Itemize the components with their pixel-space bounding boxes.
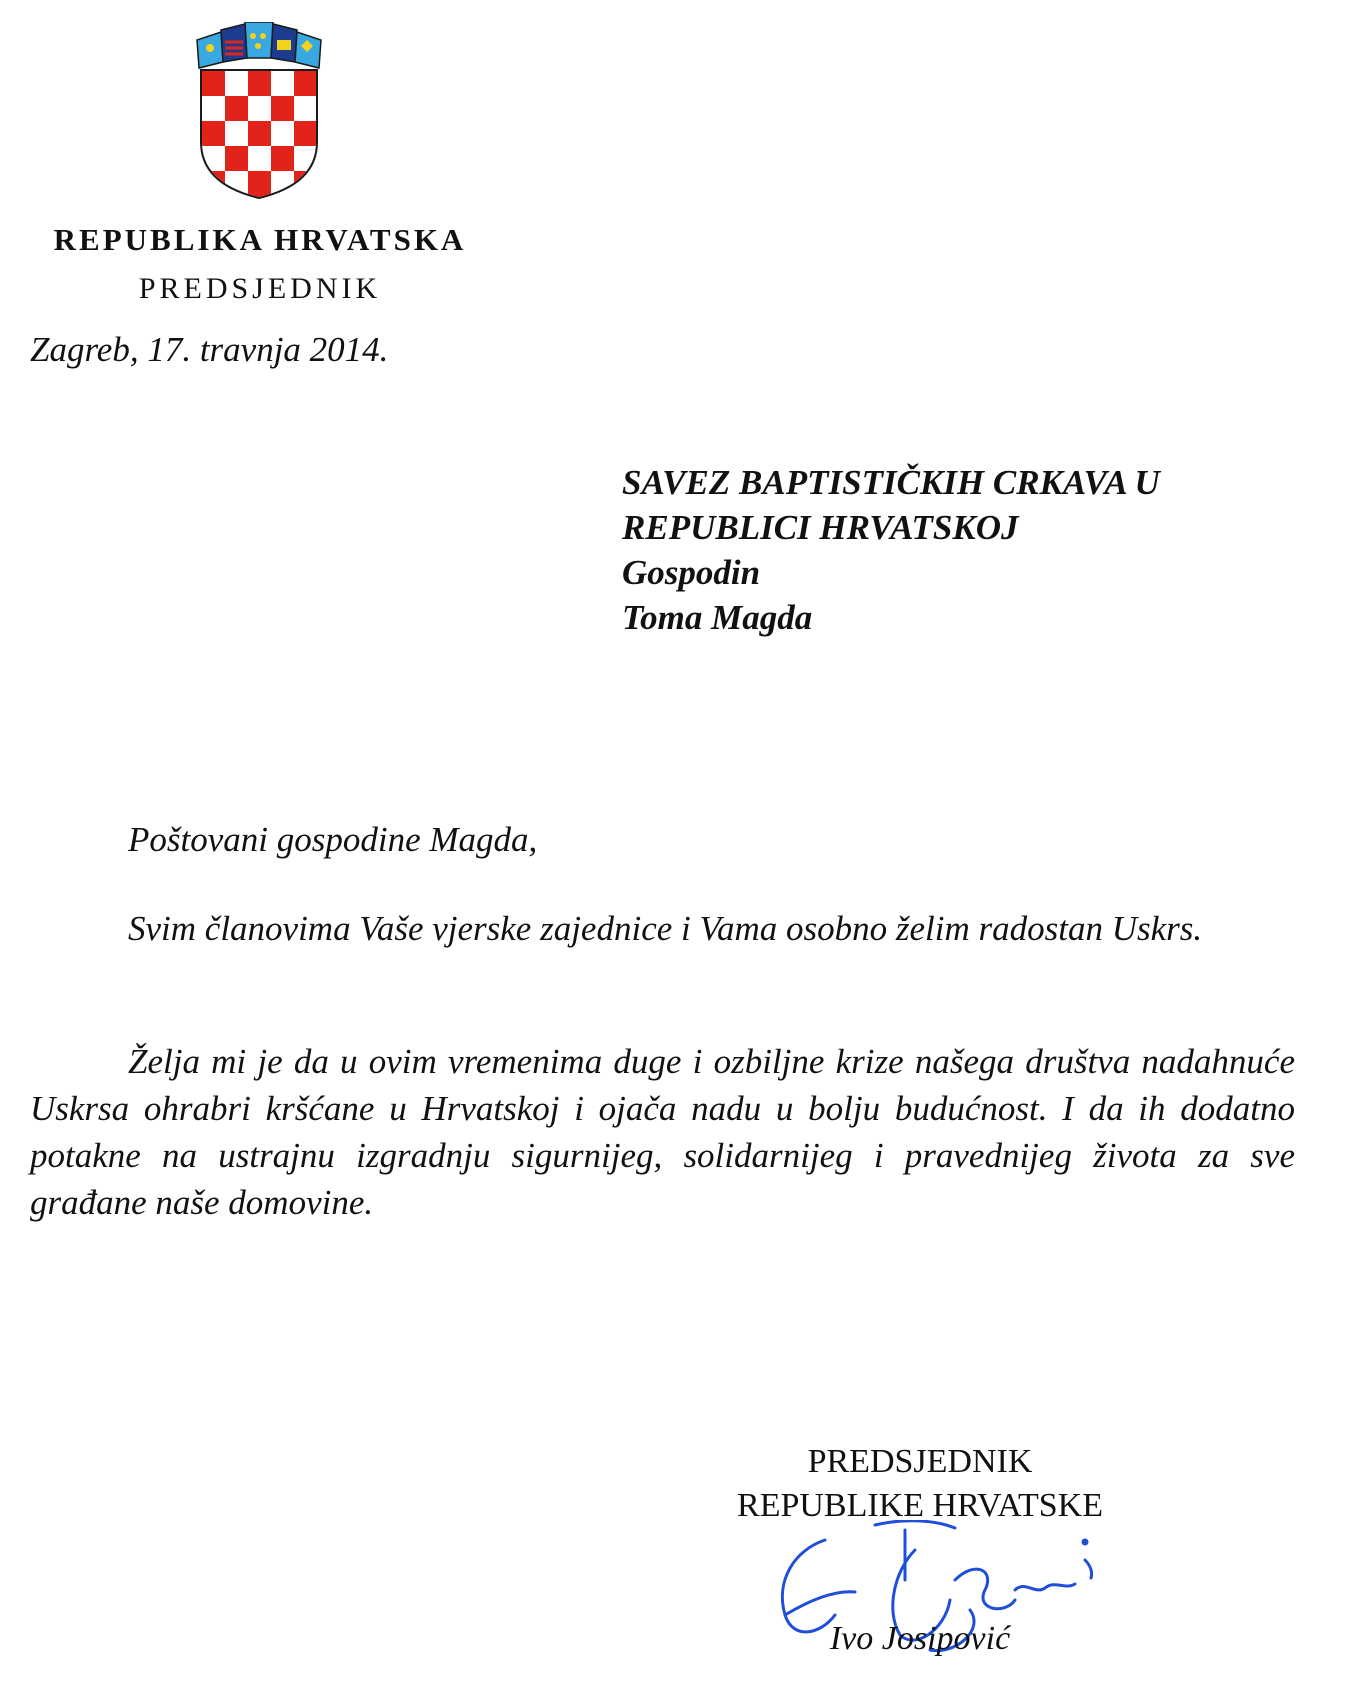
signatory-name: Ivo Josipović — [829, 1620, 1011, 1657]
letterhead-country: REPUBLIKA HRVATSKA — [53, 222, 467, 257]
recipient-line: Toma Magda — [622, 598, 813, 637]
salutation: Poštovani gospodine Magda, — [128, 820, 538, 859]
recipient-line: Gospodin — [622, 553, 761, 592]
recipient-line: SAVEZ BAPTISTIČKIH CRKAVA U — [622, 463, 1160, 502]
recipient-line: REPUBLICI HRVATSKOJ — [622, 508, 1019, 547]
body-paragraph: Svim članovima Vaše vjerske zajednice i Vama osobno želim radostan Uskrs. — [128, 909, 1203, 948]
letterhead-office: PREDSJEDNIK — [138, 272, 382, 305]
croatian-coat-of-arms-icon — [195, 22, 323, 200]
recipient-address — [622, 460, 1322, 640]
signature-title: REPUBLIKE HRVATSKE — [737, 1487, 1103, 1524]
body-paragraph: Želja mi je da u ovim vremenima duge i ozbiljne krize našega društva nadahnuće Uskrsa ohrabri kršćane u Hrvatskoj i ojača nadu u bolju budućnost. I da ih dodatno potakne na ustrajnu izgradnju sigurnijeg, solidarnijeg i pravednijeg života za sve građane naše domovine. — [30, 1042, 1295, 1222]
letter-date: Zagreb, 17. travnja 2014. — [30, 330, 389, 369]
signature-title: PREDSJEDNIK — [807, 1443, 1033, 1480]
